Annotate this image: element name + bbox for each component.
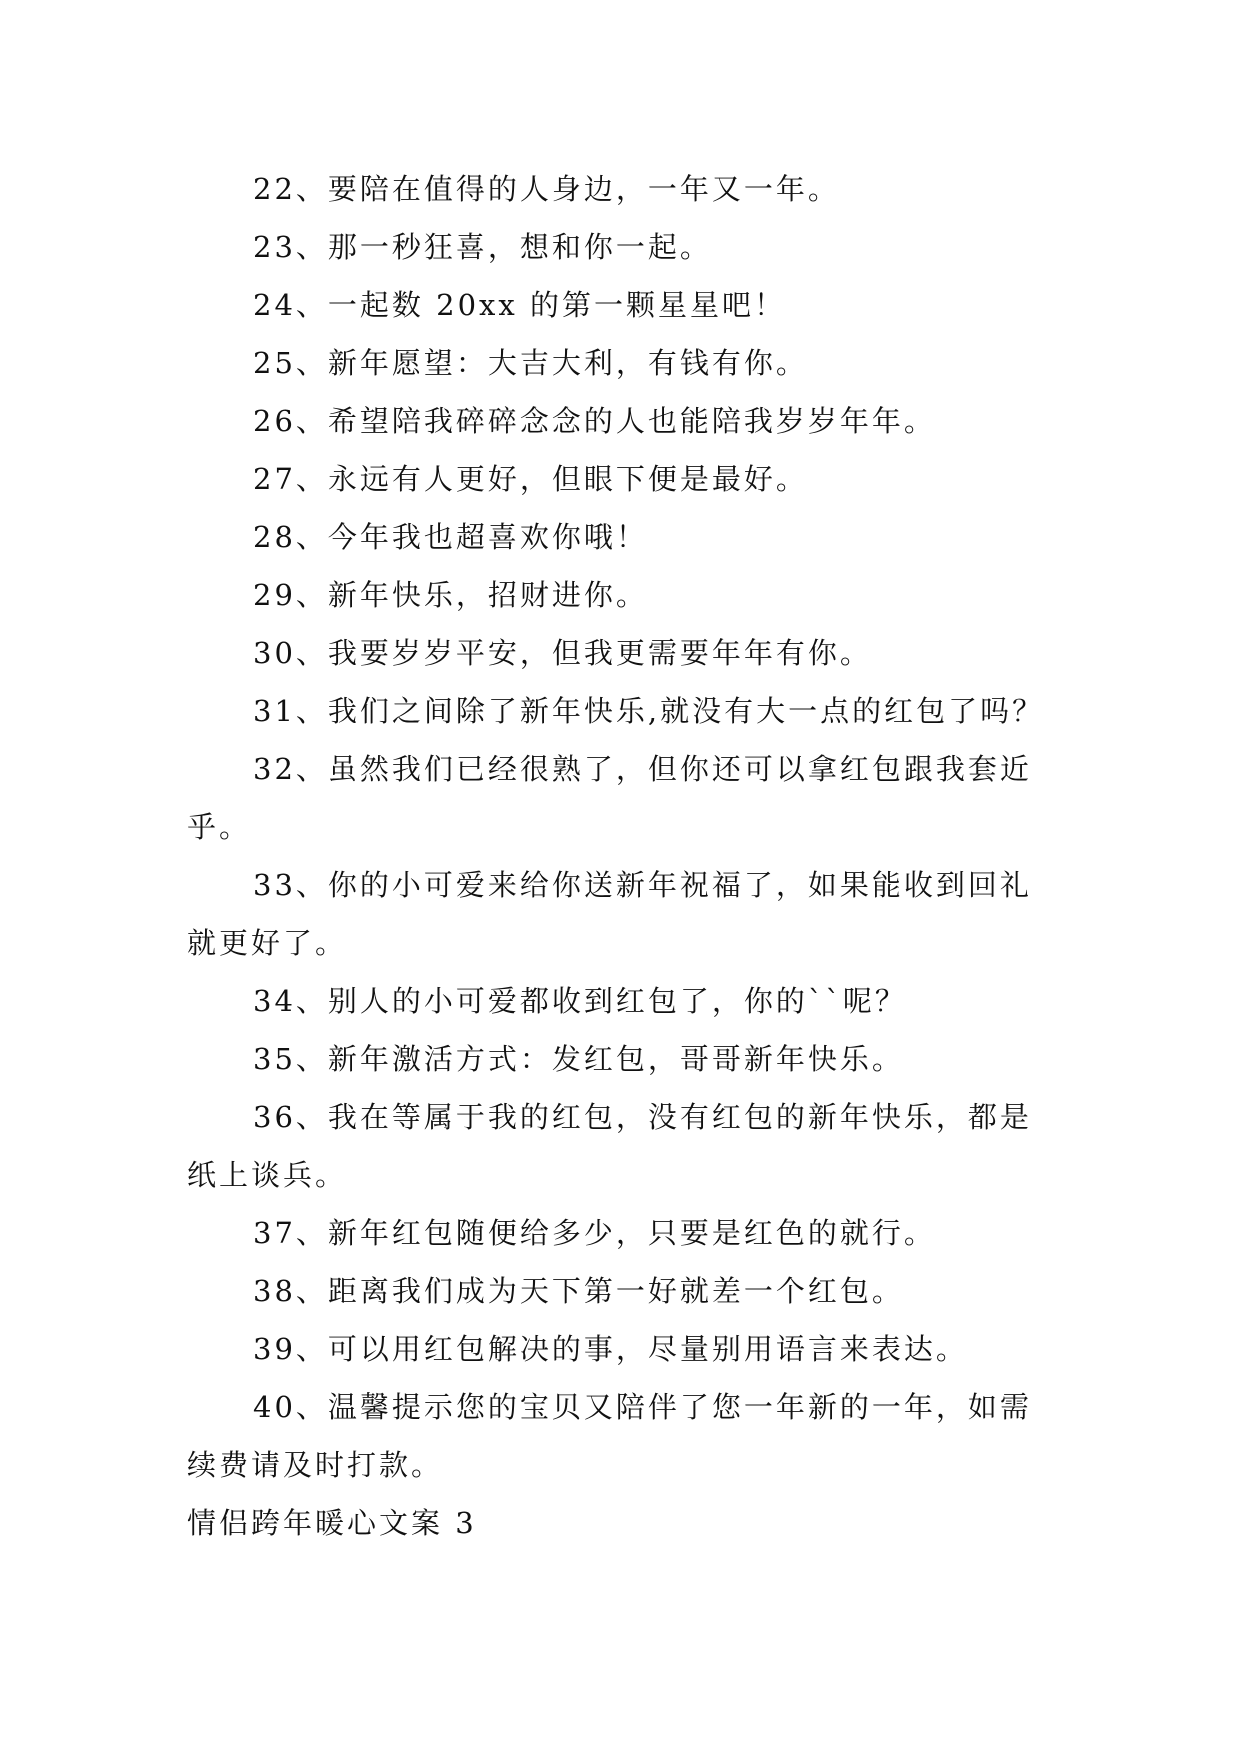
paragraph-24: 24、一起数 20xx 的第一颗星星吧！	[253, 288, 786, 322]
paragraph-39: 39、可以用红包解决的事，尽量别用语言来表达。	[253, 1332, 968, 1366]
paragraph-40: 40、温馨提示您的宝贝又陪伴了您一年新的一年，如需续费请及时打款。	[187, 1390, 1032, 1482]
paragraph-32: 32、虽然我们已经很熟了，但你还可以拿红包跟我套近乎。	[187, 752, 1032, 844]
section-heading: 情侣跨年暖心文案 3	[187, 1506, 477, 1540]
document-body	[187, 160, 1053, 1552]
paragraph-31: 31、我们之间除了新年快乐,就没有大一点的红包了吗？	[253, 694, 1045, 728]
paragraph-34: 34、别人的小可爱都收到红包了，你的``呢？	[253, 984, 907, 1018]
paragraph-27: 27、永远有人更好，但眼下便是最好。	[253, 462, 808, 496]
paragraph-36: 36、我在等属于我的红包，没有红包的新年快乐，都是纸上谈兵。	[187, 1100, 1032, 1192]
paragraph-26: 26、希望陪我碎碎念念的人也能陪我岁岁年年。	[253, 404, 936, 438]
paragraph-38: 38、距离我们成为天下第一好就差一个红包。	[253, 1274, 904, 1308]
paragraph-33: 33、你的小可爱来给你送新年祝福了，如果能收到回礼就更好了。	[187, 868, 1032, 960]
paragraph-23: 23、那一秒狂喜，想和你一起。	[253, 230, 712, 264]
paragraph-25: 25、新年愿望：大吉大利，有钱有你。	[253, 346, 808, 380]
paragraph-30: 30、我要岁岁平安，但我更需要年年有你。	[253, 636, 872, 670]
paragraph-28: 28、今年我也超喜欢你哦！	[253, 520, 648, 554]
paragraph-35: 35、新年激活方式：发红包，哥哥新年快乐。	[253, 1042, 904, 1076]
paragraph-37: 37、新年红包随便给多少，只要是红色的就行。	[253, 1216, 936, 1250]
paragraph-22: 22、要陪在值得的人身边，一年又一年。	[253, 172, 840, 206]
paragraph-29: 29、新年快乐，招财进你。	[253, 578, 648, 612]
